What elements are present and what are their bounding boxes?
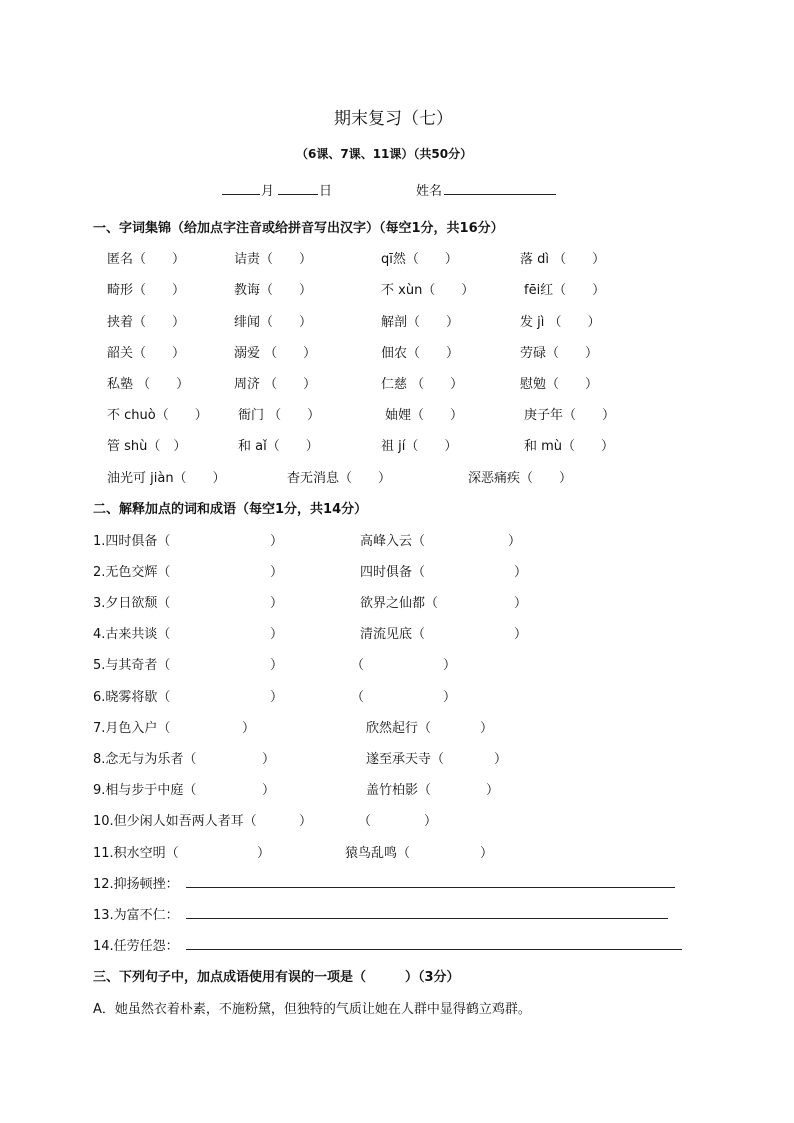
explain-item: 3.夕日欲颓（ bbox=[93, 596, 171, 611]
option-a: A．她虽然衣着朴素，不施粉黛，但独特的气质让她在人群中显得鹤立鸡群。 bbox=[93, 1002, 531, 1017]
word-item: 不 chuò（ ） bbox=[107, 408, 208, 423]
word-item: 仁慈 （ ） bbox=[381, 377, 464, 392]
word-item: 和 aǐ（ ） bbox=[238, 439, 319, 454]
fill-item-label: 12.抑扬顿挫： bbox=[93, 877, 179, 892]
fill-answer-line[interactable] bbox=[186, 887, 675, 888]
explain-close: ） bbox=[514, 627, 528, 642]
explain-close: ） bbox=[270, 690, 284, 705]
word-item: 挟着（ ） bbox=[107, 315, 186, 330]
explain-item: （ bbox=[358, 814, 372, 829]
explain-item: 欣然起行（ bbox=[366, 721, 432, 736]
word-item: 畸形（ ） bbox=[107, 283, 186, 298]
word-item: 管 shù（ ） bbox=[107, 439, 187, 454]
explain-close: ） bbox=[508, 534, 522, 549]
explain-close: ） bbox=[270, 658, 284, 673]
word-item: 劳碌（ ） bbox=[520, 346, 599, 361]
explain-close: ） bbox=[480, 846, 494, 861]
section2-heading: 二、解释加点的词和成语（每空1分，共14分） bbox=[93, 502, 368, 517]
explain-close: ） bbox=[443, 690, 457, 705]
explain-item: 1.四时俱备（ bbox=[93, 534, 171, 549]
explain-close: ） bbox=[443, 658, 457, 673]
explain-close: ） bbox=[514, 596, 528, 611]
page-title: 期末复习（七） bbox=[334, 109, 453, 129]
explain-close: ） bbox=[257, 846, 271, 861]
word-item: 妯娌（ ） bbox=[385, 408, 464, 423]
explain-item: 6.晓雾将歇（ bbox=[93, 690, 171, 705]
explain-close: ） bbox=[480, 721, 494, 736]
explain-item: 猿鸟乱鸣（ bbox=[345, 846, 411, 861]
fill-item-label: 14.任劳任怨： bbox=[93, 939, 179, 954]
explain-item: 10.但少闲人如吾两人者耳（ bbox=[93, 814, 257, 829]
explain-close: ） bbox=[494, 752, 508, 767]
explain-item: 清流见底（ bbox=[360, 627, 426, 642]
word-item: 祖 jí（ ） bbox=[381, 439, 458, 454]
word-item: 庚子年（ ） bbox=[524, 408, 616, 423]
word-item: 发 jì （ ） bbox=[520, 315, 601, 330]
explain-close: ） bbox=[262, 752, 276, 767]
explain-close: ） bbox=[514, 565, 528, 580]
explain-item: （ bbox=[351, 658, 365, 673]
explain-item: 11.积水空明（ bbox=[93, 846, 179, 861]
page-subtitle: （6课、7课、11课）（共50分） bbox=[296, 147, 473, 161]
month-label: 月 bbox=[261, 184, 275, 199]
section1-heading: 一、字词集锦（给加点字注音或给拼音写出汉字）（每空1分，共16分） bbox=[93, 221, 504, 236]
explain-item: 四时俱备（ bbox=[360, 565, 426, 580]
explain-close: ） bbox=[424, 814, 438, 829]
explain-item: 欲界之仙都（ bbox=[360, 596, 439, 611]
explain-item: 遂至承天寺（ bbox=[366, 752, 445, 767]
month-blank[interactable] bbox=[222, 194, 260, 195]
explain-item: 2.无色交辉（ bbox=[93, 565, 171, 580]
fill-item-label: 13.为富不仁： bbox=[93, 908, 179, 923]
explain-item: （ bbox=[351, 690, 365, 705]
word-item: 和 mù（ ） bbox=[524, 439, 615, 454]
word-item: fēi红（ ） bbox=[524, 283, 606, 298]
explain-item: 盖竹柏影（ bbox=[366, 783, 432, 798]
explain-close: ） bbox=[270, 627, 284, 642]
word-item: 教诲（ ） bbox=[234, 283, 313, 298]
section3-heading: 三、下列句子中，加点成语使用有误的一项是（ ）（3分） bbox=[93, 970, 460, 985]
word-item: 慰勉（ ） bbox=[520, 377, 599, 392]
explain-item: 5.与其奇者（ bbox=[93, 658, 171, 673]
word-item: 深恶痛疾（ ） bbox=[468, 471, 573, 486]
explain-item: 高峰入云（ bbox=[360, 534, 426, 549]
word-item: 解剖（ ） bbox=[381, 315, 460, 330]
word-item: qī然（ ） bbox=[381, 252, 458, 267]
day-blank[interactable] bbox=[278, 194, 318, 195]
word-item: 诘责（ ） bbox=[234, 252, 313, 267]
explain-close: ） bbox=[299, 814, 313, 829]
word-item: 杳无消息（ ） bbox=[287, 471, 392, 486]
word-item: 油光可 jiàn（ ） bbox=[107, 471, 226, 486]
name-label: 姓名 bbox=[416, 184, 443, 199]
explain-close: ） bbox=[242, 721, 256, 736]
explain-close: ） bbox=[270, 596, 284, 611]
explain-item: 4.古来共谈（ bbox=[93, 627, 171, 642]
day-label: 日 bbox=[319, 184, 333, 199]
explain-close: ） bbox=[486, 783, 500, 798]
name-blank[interactable] bbox=[444, 194, 556, 195]
word-item: 不 xùn（ ） bbox=[381, 283, 475, 298]
word-item: 落 dì （ ） bbox=[520, 252, 606, 267]
word-item: 私塾 （ ） bbox=[107, 377, 190, 392]
word-item: 韶关（ ） bbox=[107, 346, 186, 361]
explain-close: ） bbox=[270, 565, 284, 580]
explain-item: 8.念无与为乐者（ bbox=[93, 752, 197, 767]
fill-answer-line[interactable] bbox=[186, 918, 668, 919]
fill-answer-line[interactable] bbox=[186, 949, 682, 950]
explain-close: ） bbox=[270, 534, 284, 549]
word-item: 匿名（ ） bbox=[107, 252, 186, 267]
word-item: 衙门 （ ） bbox=[238, 408, 321, 423]
explain-close: ） bbox=[262, 783, 276, 798]
word-item: 绯闻（ ） bbox=[234, 315, 313, 330]
word-item: 溺爱 （ ） bbox=[234, 346, 317, 361]
word-item: 佃农（ ） bbox=[381, 346, 460, 361]
word-item: 周济 （ ） bbox=[234, 377, 317, 392]
explain-item: 7.月色入户（ bbox=[93, 721, 171, 736]
explain-item: 9.相与步于中庭（ bbox=[93, 783, 197, 798]
